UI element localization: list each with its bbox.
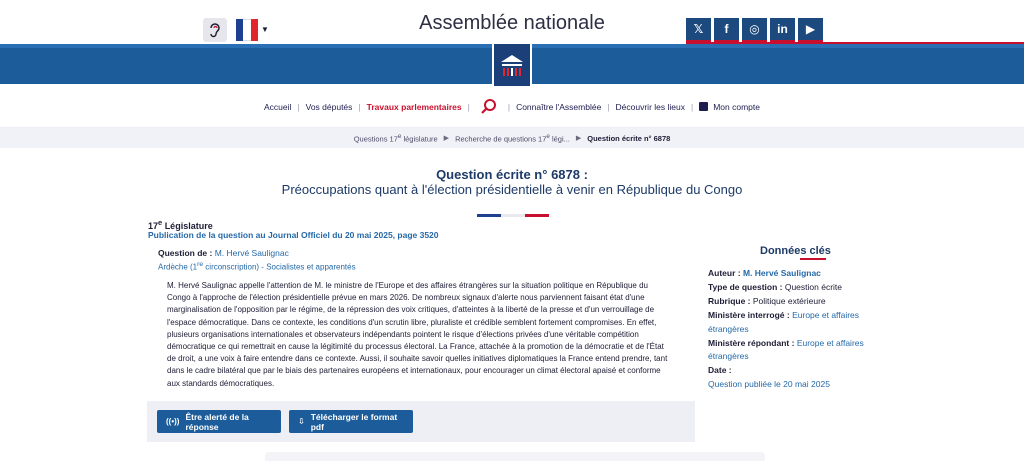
key-data-rubric	[708, 295, 893, 309]
facebook-icon[interactable]: f	[714, 18, 739, 43]
key-data-list	[708, 267, 893, 392]
chevron-right-icon: ▶	[575, 135, 582, 142]
key-data-ministry-questioned	[708, 309, 893, 336]
breadcrumb-sup: e	[397, 132, 402, 140]
linkedin-icon[interactable]: in	[770, 18, 795, 43]
nav-separator: |	[467, 101, 470, 112]
tricolor-divider	[477, 214, 549, 217]
nav-separator: |	[690, 101, 694, 112]
main-nav	[0, 86, 1024, 128]
key-data-date-value: Question publiée le 20 mai 2025	[708, 379, 830, 389]
key-data-ministry-responding	[708, 337, 893, 364]
x-icon[interactable]: 𝕏	[686, 18, 711, 43]
question-body: M. Hervé Saulignac appelle l'attention de M. le ministre de l'Europe et des affaires étrangères sur la situation politique en République du Congo à l'approche de l'élection présidentielle prévue en mars 2026. De nombreux signaux d'alerte nous parviennent faisant état d'une marginalisation de l'opposition par le régime, de la répression des voix critiques, d'atteintes à la liberté de la presse et d'un verrouillage de l'espace démocratique. Dans ce contexte, les conditions d'un scrutin libre, pluraliste et crédible semblent fortement compromises. En effet, plusieurs organisations internationales et observateurs indépendants pointent le risque d'élections privées d'une véritable compétition démocratique ce qui remettrait en cause la légitimité du processus électoral. La France, attachée à la promotion de la démocratie et de l'État de droit, a une voix à faire entendre dans ce contexte. Aussi, il souhaite savoir quelles initiatives diplomatiques la France entend prendre, tant dans le cadre bilatéral que par le biais des partenaires européens et internationaux, pour encourager un climat électoral apaisé et conforme aux standards démocratiques.	[167, 281, 668, 388]
key-data-type	[708, 281, 893, 295]
top-header	[0, 0, 1024, 44]
legislature-sup: e	[158, 218, 163, 227]
key-data-title: Données clés	[760, 245, 831, 257]
breadcrumb-text: législature	[401, 134, 438, 144]
key-label: Type de question :	[708, 282, 783, 292]
social-links	[686, 18, 823, 43]
key-author-link[interactable]: M. Hervé Saulignac	[742, 268, 821, 278]
nav-vos-deputes[interactable]: Vos députés	[305, 101, 353, 112]
key-value: Politique extérieure	[752, 296, 826, 306]
key-label: Date :	[708, 365, 732, 375]
page-subtitle: Préoccupations quant à l'élection présidentielle à venir en République du Congo	[281, 182, 743, 197]
alert-button[interactable]	[157, 410, 281, 433]
breadcrumb-text: Recherche de questions 17	[455, 134, 547, 144]
nav-mon-compte-label: Mon compte	[713, 101, 760, 112]
share-bar	[265, 452, 765, 461]
nav-mon-compte[interactable]	[690, 101, 766, 112]
nav-separator: |	[507, 101, 511, 112]
publication-link[interactable]: Publication de la question au Journal Officiel du 20 mai 2025, page 3520	[148, 230, 439, 240]
nav-connaitre-assemblee[interactable]: Connaître l'Assemblée	[516, 101, 602, 112]
nav-decouvrir-lieux[interactable]: Découvrir les lieux	[615, 101, 685, 112]
search-icon[interactable]	[480, 98, 498, 116]
youtube-icon[interactable]: ▶	[798, 18, 823, 43]
nav-travaux-parlementaires[interactable]: Travaux parlementaires	[366, 101, 462, 112]
account-icon	[699, 102, 708, 111]
download-icon: ⇩	[298, 417, 305, 426]
key-data-author	[708, 267, 893, 281]
key-label: Auteur :	[708, 268, 741, 278]
chevron-down-icon[interactable]: ▼	[261, 25, 269, 34]
breadcrumb-text: légi...	[549, 134, 570, 144]
legislature-number: 17	[148, 221, 159, 231]
breadcrumb-sup: e	[546, 132, 550, 140]
nav-accueil[interactable]: Accueil	[264, 101, 292, 112]
question-author-label: Question de :	[158, 248, 213, 258]
key-label: Ministère interrogé :	[708, 310, 790, 320]
nav-separator: |	[297, 101, 300, 112]
constituency	[158, 261, 356, 272]
assemblee-logo-icon[interactable]	[492, 44, 532, 86]
page-title: Question écrite n° 6878 :	[436, 167, 588, 182]
instagram-icon[interactable]: ◎	[742, 18, 767, 43]
breadcrumb-text: Questions 17	[353, 134, 398, 144]
download-pdf-label: Télécharger le format pdf	[310, 411, 398, 432]
constituency-text: Ardèche (1	[158, 262, 198, 272]
chevron-right-icon: ▶	[443, 135, 450, 142]
key-value: Question écrite	[784, 282, 843, 292]
key-ministry-link[interactable]: Europe et affaires étrangères	[708, 310, 860, 334]
question-author-name[interactable]: M. Hervé Saulignac	[214, 248, 289, 258]
site-title[interactable]: Assemblée nationale	[419, 12, 605, 34]
nav-separator: |	[607, 101, 610, 112]
key-data-date	[708, 364, 893, 378]
question-author	[158, 248, 289, 258]
legislature-word: Législature	[162, 221, 213, 231]
download-pdf-button[interactable]	[289, 410, 413, 433]
breadcrumb-current: Question écrite n° 6878	[587, 133, 671, 143]
nav-separator: |	[358, 101, 361, 112]
constituency-sup: re	[197, 261, 204, 268]
breadcrumb-questions-17[interactable]	[354, 133, 438, 144]
alert-button-label: Être alerté de la réponse	[185, 411, 249, 432]
key-label: Ministère répondant :	[708, 337, 795, 348]
breadcrumb	[0, 128, 1024, 148]
key-label: Rubrique :	[708, 296, 751, 306]
key-data-underline	[800, 258, 826, 260]
broadcast-icon: ((•))	[166, 417, 180, 426]
constituency-text: circonscription) - Socialistes et apparentés	[203, 262, 356, 272]
breadcrumb-recherche[interactable]	[455, 133, 570, 144]
key-ministry-link[interactable]: Europe et affaires étrangères	[708, 337, 864, 361]
